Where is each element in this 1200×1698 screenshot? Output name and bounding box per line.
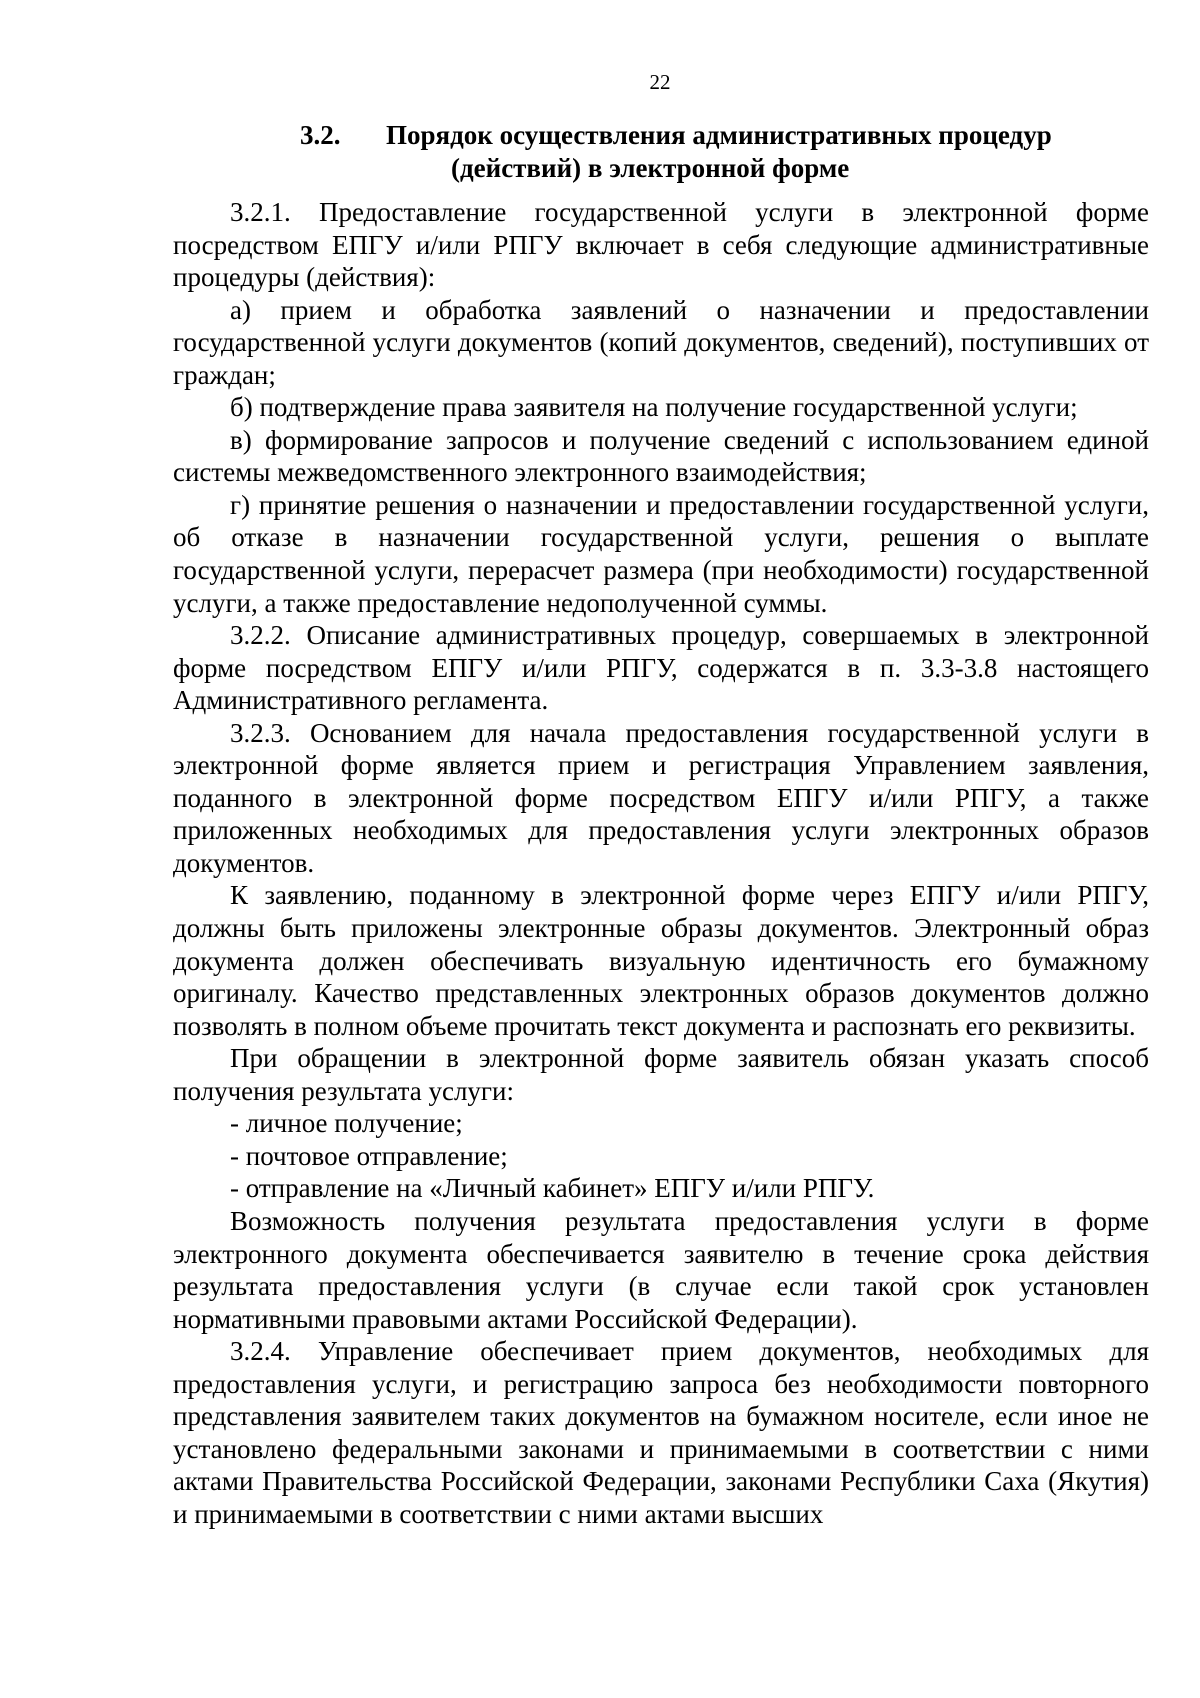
- paragraph-3-2-3: 3.2.3. Основанием для начала предоставления государственной услуги в электронной форме является прием и регистрация Управлением заявления, поданного в электронной форме посредством ЕПГУ и/или РПГУ, а также приложенных необходимых для предоставления услуги электронных образов документов.: [173, 717, 1149, 878]
- section-number: 3.2.: [300, 120, 341, 150]
- list-item-v: в) формирование запросов и получение сведений с использованием единой системы межведомственного электронного взаимодействия;: [173, 424, 1149, 488]
- paragraph-3-2-4: 3.2.4. Управление обеспечивает прием документов, необходимых для предоставления услуги, и регистрацию запроса без необходимости повторного представления заявителем таких документов на бумажном носителе, если иное не установлено федеральными законами и принимаемыми в соответствии с ними актами Правительства Российской Федерации, законами Республики Саха (Якутия) и принимаемыми в соответствии с ними актами высших: [173, 1336, 1149, 1529]
- paragraph-electronic-result: Возможность получения результата предоставления услуги в форме электронного документа обеспечивается заявителю в течение срока действия результата предоставления услуги (в случае если такой срок установлен нормативными правовыми актами Российской Федерации).: [173, 1205, 1149, 1334]
- list-item-a: а) прием и обработка заявлений о назначении и предоставлении государственной услуги документов (копий документов, сведений), поступивших от граждан;: [173, 294, 1149, 390]
- dash-item-cabinet: - отправление на «Личный кабинет» ЕПГУ и/или РПГУ.: [230, 1173, 875, 1204]
- section-heading: [173, 119, 1149, 185]
- dash-item-personal: - личное получение;: [230, 1108, 463, 1139]
- document-body: [173, 196, 1149, 1530]
- section-title-line-1: Порядок осуществления административных процедур: [386, 120, 1052, 150]
- page-number: 22: [649, 70, 671, 94]
- list-item-g: г) принятие решения о назначении и предоставлении государственной услуги, об отказе в назначении государственной услуги, решения о выплате государственной услуги, перерасчет размера (при необходимости) государственной услуги, а также предоставление недополученной суммы.: [173, 489, 1149, 618]
- list-item-b: б) подтверждение права заявителя на получение государственной услуги;: [230, 392, 1078, 423]
- paragraph-3-2-1: 3.2.1. Предоставление государственной услуги в электронной форме посредством ЕПГУ и/или РПГУ включает в себя следующие административные процедуры (действия):: [173, 197, 1149, 293]
- paragraph-attachments: К заявлению, поданному в электронной форме через ЕПГУ и/или РПГУ, должны быть приложены электронные образы документов. Электронный образ документа должен обеспечивать визуальную идентичность его бумажному оригиналу. Качество представленных электронных образов документов должно позволять в полном объеме прочитать текст документа и распознать его реквизиты.: [173, 880, 1149, 1041]
- paragraph-result-method: При обращении в электронной форме заявитель обязан указать способ получения результата услуги:: [173, 1043, 1149, 1106]
- dash-item-postal: - почтовое отправление;: [230, 1140, 508, 1171]
- paragraph-3-2-2: 3.2.2. Описание административных процедур, совершаемых в электронной форме посредством ЕПГУ и/или РПГУ, содержатся в п. 3.3-3.8 настоящего Административного регламента.: [173, 620, 1149, 716]
- section-heading-line-1: [173, 119, 1149, 152]
- section-title-line-2: (действий) в электронной форме: [451, 153, 850, 183]
